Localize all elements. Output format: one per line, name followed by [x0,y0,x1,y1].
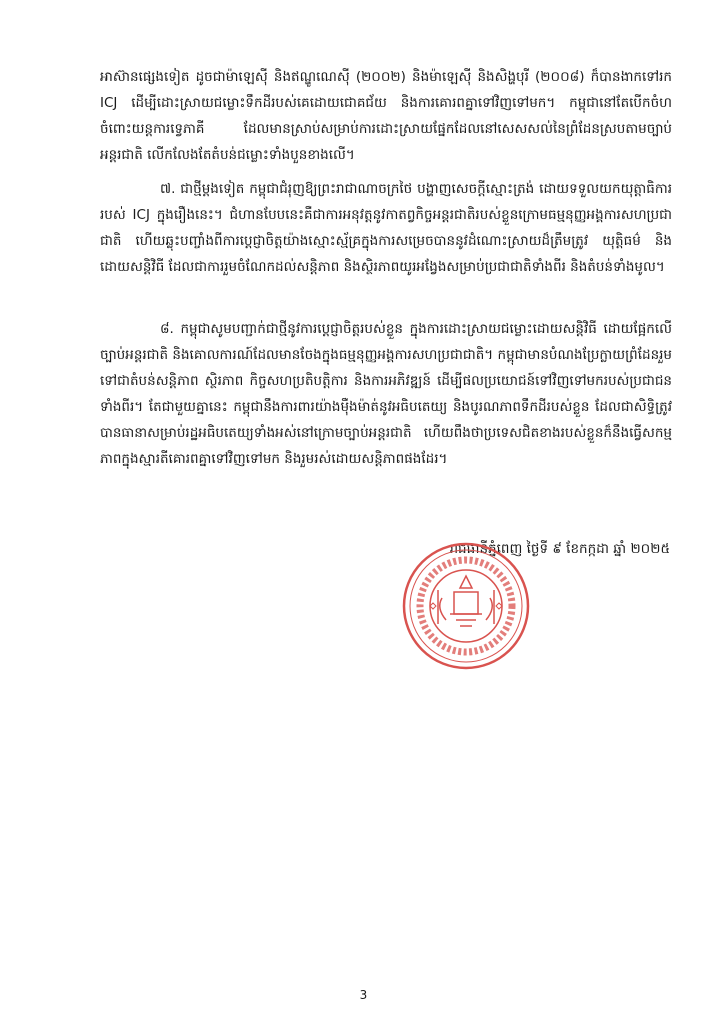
paragraph-8 [100,316,672,472]
paragraph-continuation [100,64,672,168]
page-number: 3 [359,988,368,1002]
paragraph-text: ៧. ជាថ្មីម្តងទៀត កម្ពុជាជំរុញឱ្យព្រះរាជាណាចក្រថៃ បង្ហាញសេចក្តីស្មោះត្រង់ ដោយទទួលយកយុត្តាធិការរបស់ ICJ ក្នុងរឿងនេះ។ ជំហានបែបនេះគឺជាការអនុវត្តនូវកាតព្វកិច្ចអន្តរជាតិរបស់ខ្លួនក្រោមធម្មនុញ្ញអង្គការសហប្រជាជាតិ ហើយឆ្លុះបញ្ចាំងពីការប្តេជ្ញាចិត្តយ៉ាងស្មោះស្ម័គ្រក្នុងការសម្រេចបាននូវដំណោះស្រាយដ៏ត្រឹមត្រូវ យុត្តិធម៌ និងដោយសន្តិវិធី ដែលជាការរួមចំណែកដល់សន្តិភាព និងស្ថិរភាពយូរអង្វែងសម្រាប់ប្រជាជាតិទាំងពីរ និងតំបន់ទាំងមូល។ [100,181,672,275]
paragraph-text: អាស៊ានផ្សេងទៀត ដូចជាម៉ាឡេស៊ី និងឥណ្ឌូណេស៊ី (២០០២) និងម៉ាឡេស៊ី និងសិង្ហបុរី (២០០៨) ក៏បានងាកទៅរក ICJ ដើម្បីដោះស្រាយជម្លោះទឹកដីរបស់គេដោយជោគជ័យ និងការគោរពគ្នាទៅវិញទៅមក។ កម្ពុជានៅតែបើកចំហចំពោះយន្តការទ្វេភាគី ដែលមានស្រាប់សម្រាប់ការដោះស្រាយផ្នែកដែលនៅសេសសល់នៃព្រំដែនស្របតាមច្បាប់អន្តរជាតិ លើកលែងតែតំបន់ជម្លោះទាំងបួនខាងលើ។ [100,69,672,163]
paragraph-7 [100,176,672,280]
date-line: រាជធានីភ្នំពេញ ថ្ងៃទី ៩ ខែកក្កដា ឆ្នាំ ២០២៥ [449,541,670,557]
paragraph-text: ៨. កម្ពុជាសូមបញ្ជាក់ជាថ្មីនូវការប្តេជ្ញាចិត្តរបស់ខ្លួន ក្នុងការដោះស្រាយជម្លោះដោយសន្តិវិធី ដោយផ្អែកលើច្បាប់អន្តរជាតិ និងគោលការណ៍ដែលមានចែងក្នុងធម្មនុញ្ញអង្គការសហប្រជាជាតិ។ កម្ពុជាមានបំណងប្រែក្លាយព្រំដែនរួមទៅជាតំបន់សន្តិភាព ស្ថិរភាព កិច្ចសហប្រតិបត្តិការ និងការអភិវឌ្ឍន៍ ដើម្បីផលប្រយោជន៍ទៅវិញទៅមករបស់ប្រជាជនទាំងពីរ។ តែជាមួយគ្នានេះ កម្ពុជានឹងការពារយ៉ាងម៉ឺងម៉ាត់នូវអធិបតេយ្យ និងបូរណភាពទឹកដីរបស់ខ្លួន ដែលជាសិទ្ធិត្រូវបានធានាសម្រាប់រដ្ឋអធិបតេយ្យទាំងអស់នៅក្រោមច្បាប់អន្តរជាតិ ហើយពឹងថាប្រទេសជិតខាងរបស់ខ្លួនក៏នឹងធ្វើសកម្មភាពក្នុងស្មារតីគោរពគ្នាទៅវិញទៅមក និងរួមរស់ដោយសន្តិភាពផងដែរ។ [100,321,672,467]
official-seal-icon [400,540,532,672]
